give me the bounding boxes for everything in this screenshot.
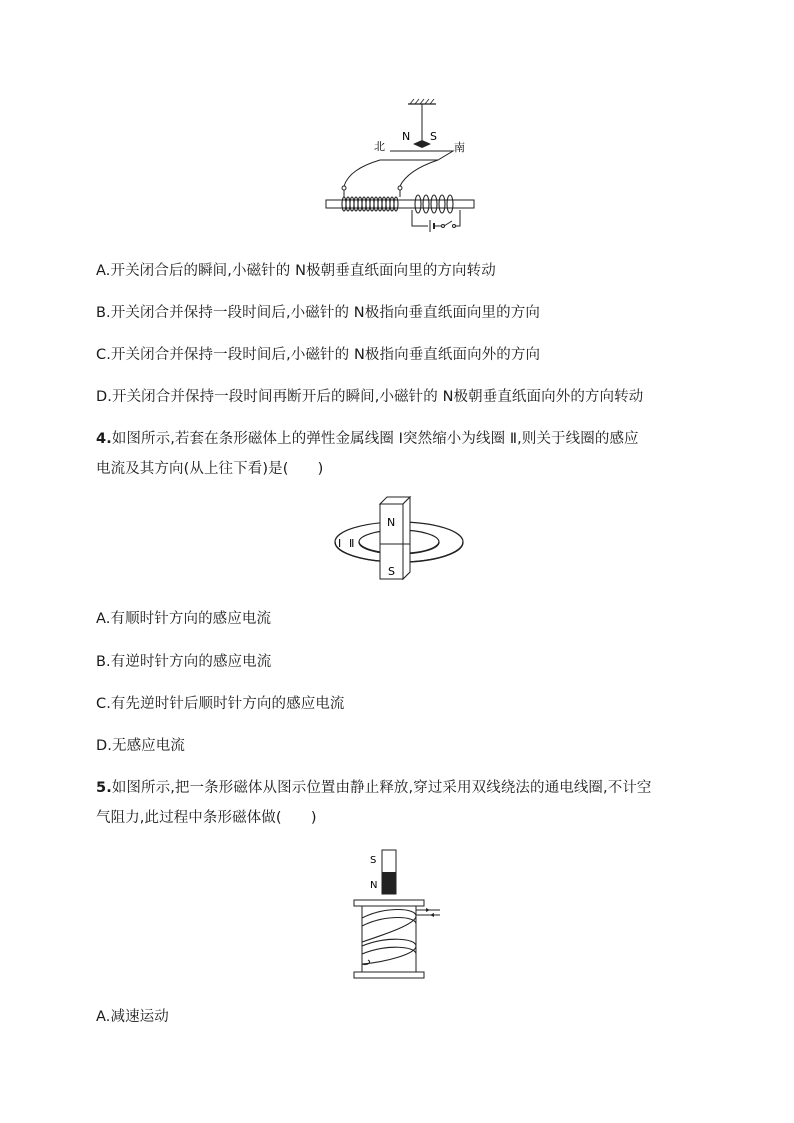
q4-number: 4. <box>96 431 112 447</box>
q4-option-b: B.有逆时针方向的感应电流 <box>96 654 272 670</box>
figure-magnet-rings <box>330 494 470 586</box>
q5-stem-line2: 气阻力,此过程中条形磁体做( ) <box>96 810 317 826</box>
south-label: 南 <box>454 141 465 154</box>
q3-option-c: C.开关闭合并保持一段时间后,小磁针的 N极指向垂直纸面向外的方向 <box>96 347 541 363</box>
q3-option-b: B.开关闭合并保持一段时间后,小磁针的 N极指向垂直纸面向里的方向 <box>96 305 540 321</box>
needle-n-label: N <box>402 130 411 143</box>
q5-option-a: A.减速运动 <box>96 1009 169 1025</box>
ring-1-label: Ⅰ <box>338 537 342 550</box>
compass-needle <box>413 140 431 148</box>
q3-option-a: A.开关闭合后的瞬间,小磁针的 N极朝垂直纸面向里的方向转动 <box>96 263 496 279</box>
q4-option-d: D.无感应电流 <box>96 738 185 754</box>
magnet-n-label: N <box>387 516 396 529</box>
q4-stem-line2: 电流及其方向(从上往下看)是( ) <box>96 461 324 477</box>
ring-2-label: Ⅱ <box>349 537 355 550</box>
q5-text-line1: 如图所示,把一条形磁体从图示位置由静止释放,穿过采用双线绕法的通电线圈,不计空 <box>111 780 652 796</box>
q4-option-c: C.有先逆时针后顺时针方向的感应电流 <box>96 696 345 712</box>
q4-option-a: A.有顺时针方向的感应电流 <box>96 611 272 627</box>
q4-text-line1: 如图所示,若套在条形磁体上的弹性金属线圈 Ⅰ突然缩小为线圈 Ⅱ,则关于线圈的感应 <box>111 431 639 447</box>
magnet-s-label: S <box>388 565 395 578</box>
q5-number: 5. <box>96 780 112 796</box>
north-label: 北 <box>374 140 385 153</box>
q3-option-d: D.开关闭合并保持一段时间再断开后的瞬间,小磁针的 N极朝垂直纸面向外的方向转动 <box>96 389 644 405</box>
needle-s-label: S <box>430 130 437 143</box>
q4-stem-line1 <box>96 427 639 448</box>
figure-magnet-coil <box>346 846 446 980</box>
bar-n-label: N <box>370 880 378 891</box>
bar-s-label: S <box>370 855 377 866</box>
q5-stem-line1 <box>96 776 652 797</box>
figure-compass-coil <box>320 96 480 236</box>
